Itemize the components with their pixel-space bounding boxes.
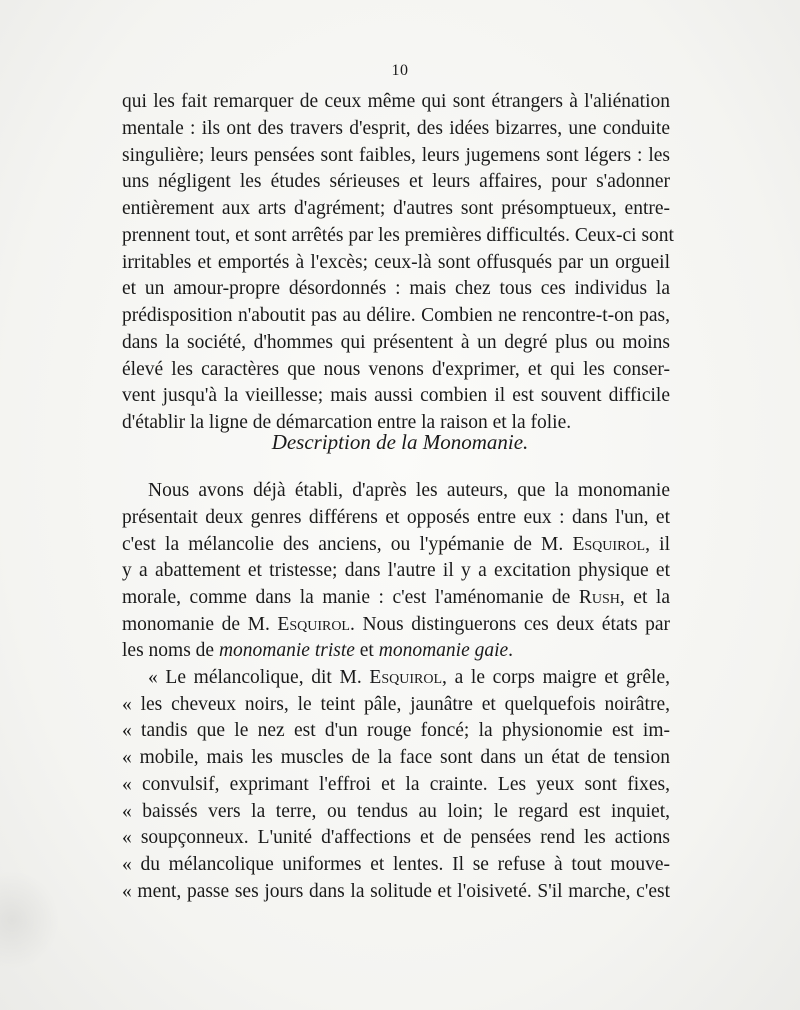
- text-run: c'est la mélancolie des anciens, ou l'ypémanie de M.: [122, 534, 573, 555]
- quote-line: « mobile, mais les muscles de la face sont dans un état de tension: [122, 747, 670, 768]
- quote-line: « baissés vers la terre, ou tendus au loin; le regard est inquiet,: [122, 801, 670, 822]
- quote-line: « tandis que le nez est d'un rouge foncé; la physionomie est im-: [122, 720, 670, 741]
- text-line: présentait deux genres différens et opposés entre eux : dans l'un, et: [122, 507, 670, 528]
- text-line: entièrement aux arts d'agrément; d'autres sont présomptueux, entre-: [122, 198, 670, 219]
- text-line: Nous avons déjà établi, d'après les auteurs, que la monomanie: [148, 480, 670, 501]
- quote-line: « convulsif, exprimant l'effroi et la crainte. Les yeux sont fixes,: [122, 774, 670, 795]
- text-line: vent jusqu'à la vieillesse; mais aussi combien il est souvent difficile: [122, 385, 670, 406]
- text-line: [122, 638, 670, 664]
- section-heading: Description de la Monomanie.: [271, 430, 529, 454]
- text-line: irritables et emportés à l'excès; ceux-là sont offusqués par un orgueil: [122, 252, 670, 273]
- text-run: « Le mélancolique, dit M.: [148, 667, 370, 688]
- text-run: .: [508, 640, 514, 661]
- text-line: d'établir la ligne de démarcation entre la raison et la folie.: [122, 412, 572, 433]
- text-run: , il: [645, 534, 670, 555]
- quote-line: [148, 665, 670, 691]
- quote-line: « soupçonneux. L'unité d'affections et de pensées rend les actions: [122, 827, 670, 848]
- text-line: [122, 612, 670, 638]
- text-run: . Nous distinguerons ces deux états par: [350, 614, 670, 635]
- page-number: 10: [391, 62, 409, 79]
- text-line: mentale : ils ont des travers d'esprit, des idées bizarres, une conduite: [122, 118, 670, 139]
- text-line: singulière; leurs pensées sont faibles, leurs jugemens sont légers : les: [122, 145, 670, 166]
- text-run: , a le corps maigre et grêle,: [442, 667, 670, 688]
- italic-term: monomanie gaie: [378, 640, 509, 661]
- quote-line: « du mélancolique uniformes et lentes. Il se refuse à tout mouve-: [122, 854, 670, 875]
- text-run: , et la: [619, 587, 670, 608]
- text-run: les noms de: [122, 640, 219, 661]
- text-line: [122, 532, 670, 558]
- text-line: élevé les caractères que nous venons d'exprimer, et qui les conser-: [122, 359, 670, 380]
- text-line: et un amour-propre désordonnés : mais chez tous ces individus la: [122, 278, 670, 299]
- author-name: Esquirol: [277, 614, 350, 635]
- quote-line: « ment, passe ses jours dans la solitude et l'oisiveté. S'il marche, c'est: [122, 881, 670, 902]
- text-line: uns négligent les études sérieuses et leurs affaires, pour s'adonner: [122, 171, 670, 192]
- quote-line: « les cheveux noirs, le teint pâle, jaunâtre et quelquefois noirâtre,: [122, 694, 670, 715]
- text-line: y a abattement et tristesse; dans l'autre il y a excitation physique et: [122, 560, 670, 581]
- author-name: Rush: [578, 587, 620, 608]
- text-line: dans la société, d'hommes qui présentent à un degré plus ou moins: [122, 332, 670, 353]
- text-run: morale, comme dans la manie : c'est l'aménomanie de: [122, 587, 579, 608]
- text-line: [122, 585, 670, 611]
- text-line: qui les fait remarquer de ceux même qui sont étrangers à l'aliénation: [122, 91, 670, 112]
- text-run: monomanie de M.: [122, 614, 278, 635]
- author-name: Esquirol: [572, 534, 646, 555]
- author-name: Esquirol: [369, 667, 443, 688]
- text-run: et: [354, 640, 379, 661]
- text-line: prédisposition n'aboutit pas au délire. Combien ne rencontre-t-on pas,: [122, 305, 670, 326]
- italic-term: monomanie triste: [218, 640, 355, 661]
- text-line: prennent tout, et sont arrêtés par les premières difficultés. Ceux-ci sont: [122, 225, 674, 246]
- paper-smudge: [0, 870, 60, 970]
